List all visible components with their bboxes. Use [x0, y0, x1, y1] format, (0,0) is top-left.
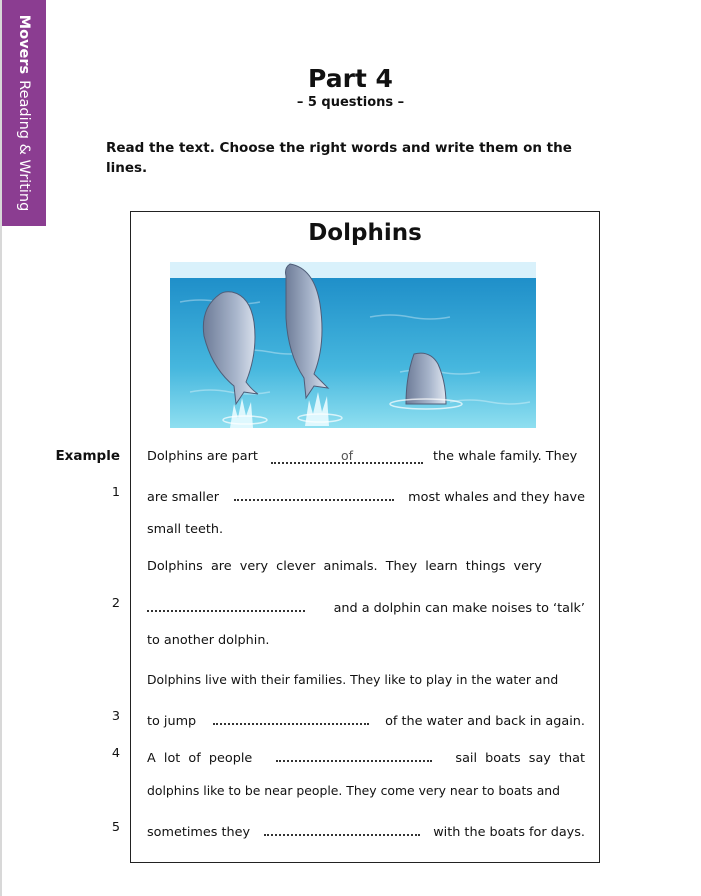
- line-text: with the boats for days.: [433, 825, 585, 840]
- question-number: 2: [111, 596, 120, 611]
- text-line: [0, 672, 701, 694]
- answer-line-5[interactable]: [264, 820, 420, 836]
- story-title: Dolphins: [308, 220, 422, 246]
- example-label: Example: [55, 448, 120, 464]
- line-text: Dolphins live with their families. They like to play in the water and: [147, 672, 559, 687]
- text-line: [0, 746, 701, 768]
- line-text: most whales and they have: [408, 490, 585, 505]
- line-text: sail boats say that: [455, 751, 585, 766]
- line-text: Dolphins are very clever animals. They learn things very: [147, 559, 542, 574]
- dolphin-illustration: [170, 262, 536, 428]
- line-text: and a dolphin can make noises to ‘talk’: [333, 601, 585, 616]
- section-tab-label: MoversReading & Writing: [16, 14, 32, 212]
- line-text: to another dolphin.: [147, 633, 270, 648]
- text-line: [0, 448, 701, 470]
- question-number: 1: [111, 485, 120, 500]
- answer-line-1[interactable]: [234, 485, 394, 501]
- line-text: dolphins like to be near people. They come very near to boats and: [147, 783, 561, 798]
- text-line: [0, 522, 701, 544]
- part-subtitle: – 5 questions –: [296, 95, 405, 110]
- text-line: [0, 559, 701, 581]
- instructions: Read the text. Choose the right words and write them on the lines.: [106, 140, 572, 176]
- line-text: A lot of people: [147, 751, 253, 766]
- answer-line-4[interactable]: [276, 746, 432, 762]
- line-text: Dolphins are part: [147, 449, 258, 464]
- answer-line-3[interactable]: [213, 709, 369, 725]
- text-line: [0, 485, 701, 507]
- text-line: [0, 633, 701, 655]
- question-number: 4: [111, 746, 120, 761]
- question-number: 5: [111, 820, 120, 835]
- line-text: are smaller: [147, 490, 219, 505]
- line-text: small teeth.: [147, 522, 224, 537]
- text-line: [0, 596, 701, 618]
- section-tab: [2, 0, 46, 226]
- text-line: [0, 820, 701, 842]
- example-answer: of: [271, 448, 423, 464]
- text-line: [0, 709, 701, 731]
- question-number: 3: [111, 709, 120, 724]
- part-title: Part 4: [308, 64, 393, 93]
- line-text: the whale family. They: [433, 449, 578, 464]
- answer-line-2[interactable]: [147, 596, 305, 612]
- line-text: sometimes they: [147, 825, 251, 840]
- text-line: [0, 783, 701, 805]
- line-text: to jump: [147, 714, 197, 729]
- line-text: of the water and back in again.: [385, 714, 585, 729]
